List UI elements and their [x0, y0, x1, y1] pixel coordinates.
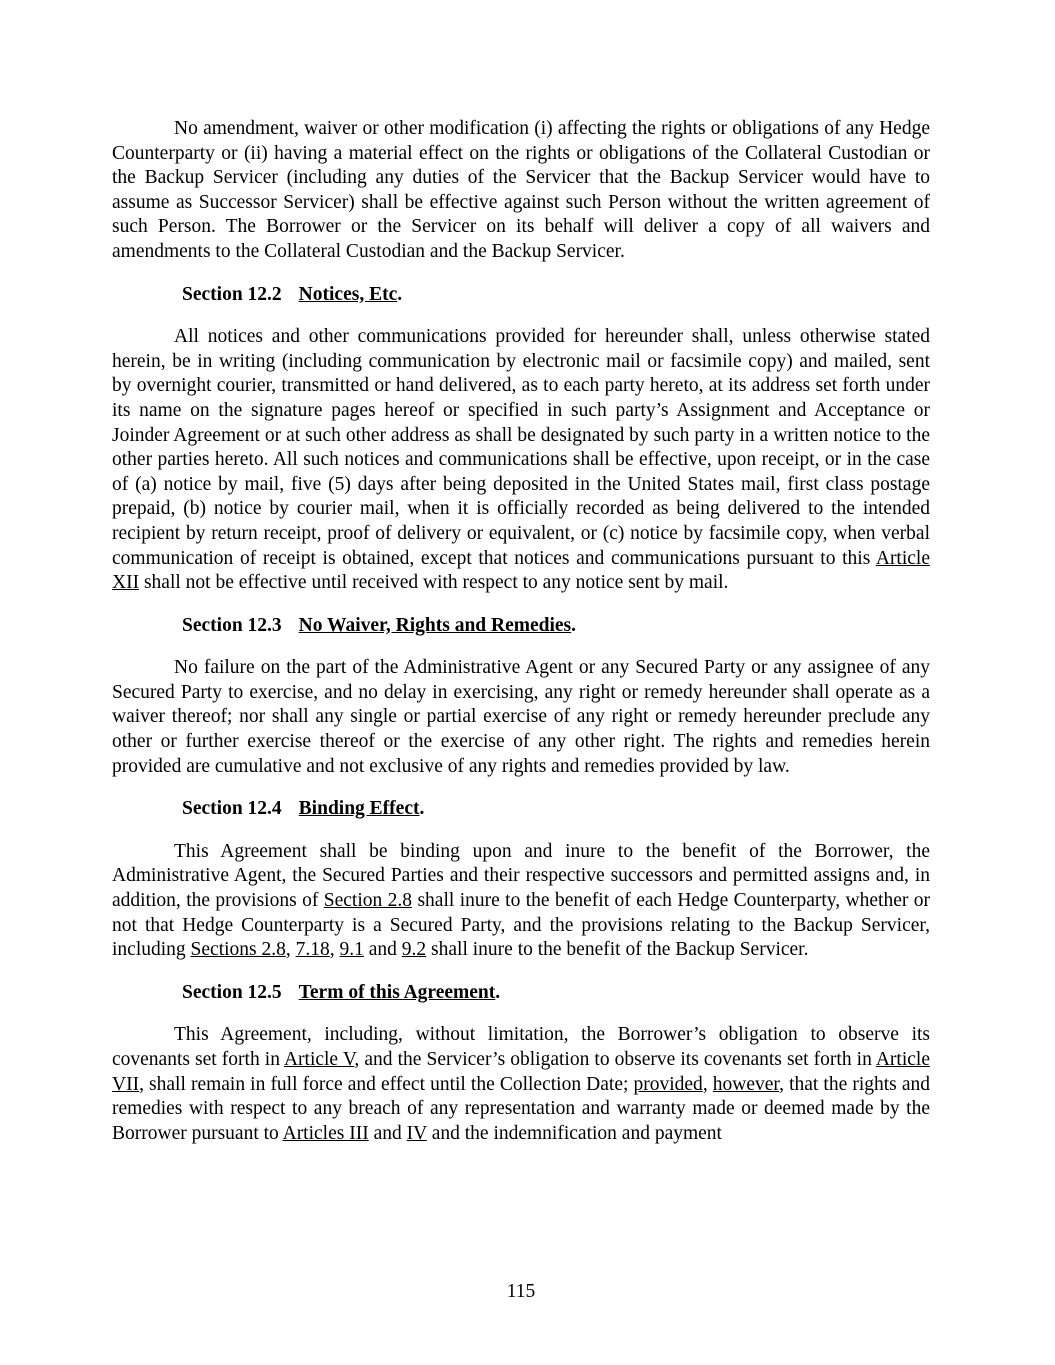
- section-number: Section 12.2: [182, 283, 282, 305]
- text-run: and: [363, 939, 402, 961]
- section-title-period: .: [571, 614, 577, 636]
- heading-section-12-4: [112, 797, 930, 822]
- section-title-period: .: [419, 798, 425, 820]
- paragraph-notices: [112, 325, 930, 596]
- paragraph-amendments-waivers: [112, 117, 930, 265]
- text-run: shall not be effective until received with respect to any notice sent by mail.: [139, 572, 729, 594]
- section-title: No Waiver, Rights and Remedies: [298, 614, 572, 636]
- heading-section-12-3: [112, 614, 930, 639]
- section-number: Section 12.3: [182, 614, 282, 636]
- cross-reference: Articles III: [282, 1122, 369, 1144]
- text-run: No amendment, waiver or other modification (i) affecting the rights or obligations of any Hedge Counterparty or (ii) having a material effect on the rights or obligations of the Collateral Custodian or the Backup Servicer (including any duties of the Servicer that the Backup Servicer would have to assume as Successor Servicer) shall be effective against such Person without the written agreement of such Person. The Borrower or the Servicer on its behalf will deliver a copy of all waivers and amendments to the Collateral Custodian and the Backup Servicer.: [112, 118, 930, 262]
- cross-reference: Article V: [283, 1049, 355, 1070]
- heading-section-12-5: [112, 981, 930, 1006]
- text-run: ,: [329, 939, 340, 961]
- text-run: ,: [702, 1073, 713, 1095]
- cross-reference: Article VII: [112, 1049, 930, 1095]
- section-number: Section 12.5: [182, 981, 282, 1003]
- text-run: This Agreement shall be binding upon and inure to the benefit of the Borrower, the Administrative Agent, the Secured Parties and their respective successors and permitted assigns and, in addition, the provisions of: [112, 840, 930, 912]
- cross-reference: IV: [406, 1122, 427, 1144]
- text-run: All notices and other communications provided for hereunder shall, unless otherwise stated herein, be in writing (including communication by electronic mail or facsimile copy) and mailed, sent by overnight courier, transmitted or hand delivered, as to each party hereto, at its address set forth under its name on the signature pages hereof or specified in such party’s Assignment and Acceptance or Joinder Agreement or at such other address as shall be designated by such party in a written notice to the other parties hereto. All such notices and communications shall be effective, upon receipt, or in the case of (a) notice by mail, five (5) days after being deposited in the United States mail, first class postage prepaid, (b) notice by courier mail, when it is officially recorded as being delivered to the intended recipient by return receipt, proof of delivery or equivalent, or (c) notice by facsimile copy, when verbal communication of receipt is obtained, except that notices and communications pursuant to this: [112, 326, 930, 569]
- section-title: Binding Effect: [298, 798, 420, 820]
- text-run: and the indemnification and payment: [426, 1122, 722, 1144]
- text-run: , that the rights and remedies with respect to any breach of any representation and warranty made or deemed made by the Borrower pursuant to: [112, 1073, 931, 1144]
- text-run: ,: [285, 939, 296, 961]
- cross-reference: Article XII: [112, 547, 930, 594]
- cross-reference: 7.18: [295, 939, 330, 961]
- paragraph-no-waiver: [112, 656, 930, 779]
- cross-reference: 9.1: [339, 939, 364, 961]
- text-run: This Agreement, including, without limitation, the Borrower’s obligation to observe its covenants set forth in: [112, 1024, 930, 1070]
- section-title: Notices, Etc: [298, 283, 398, 305]
- heading-section-12-2: [112, 283, 930, 308]
- text-run: shall inure to the benefit of the Backup Servicer.: [426, 939, 809, 961]
- text-run: , and the Servicer’s obligation to observe its covenants set forth in: [354, 1049, 876, 1070]
- paragraph-term-of-agreement: [112, 1023, 930, 1146]
- section-title: Term of this Agreement: [298, 981, 496, 1003]
- document-content: [112, 117, 930, 1164]
- paragraph-binding-effect: [112, 840, 930, 963]
- section-number: Section 12.4: [182, 798, 282, 820]
- text-run: shall inure to the benefit of each Hedge Counterparty, whether or not that Hedge Counterparty is a Secured Party, and the provisions relating to the Backup Servicer, including: [112, 890, 931, 961]
- cross-reference: Sections 2.8: [190, 939, 286, 961]
- cross-reference: provided: [633, 1073, 703, 1095]
- text-run: No failure on the part of the Administrative Agent or any Secured Party or any assignee of any Secured Party to exercise, and no delay in exercising, any right or remedy hereunder shall operate as a waiver thereof; nor shall any single or partial exercise of any right or remedy hereunder preclude any other or further exercise thereof or the exercise of any other right. The rights and remedies herein provided are cumulative and not exclusive of any rights and remedies provided by law.: [112, 657, 930, 777]
- section-title-period: .: [495, 981, 501, 1003]
- text-run: , shall remain in full force and effect until the Collection Date;: [139, 1073, 634, 1095]
- cross-reference: 9.2: [401, 939, 427, 961]
- cross-reference: however: [712, 1073, 780, 1095]
- page-number: 115: [506, 1281, 536, 1302]
- cross-reference: Section 2.8: [323, 890, 413, 912]
- section-title-period: .: [397, 283, 403, 305]
- text-run: and: [368, 1122, 407, 1144]
